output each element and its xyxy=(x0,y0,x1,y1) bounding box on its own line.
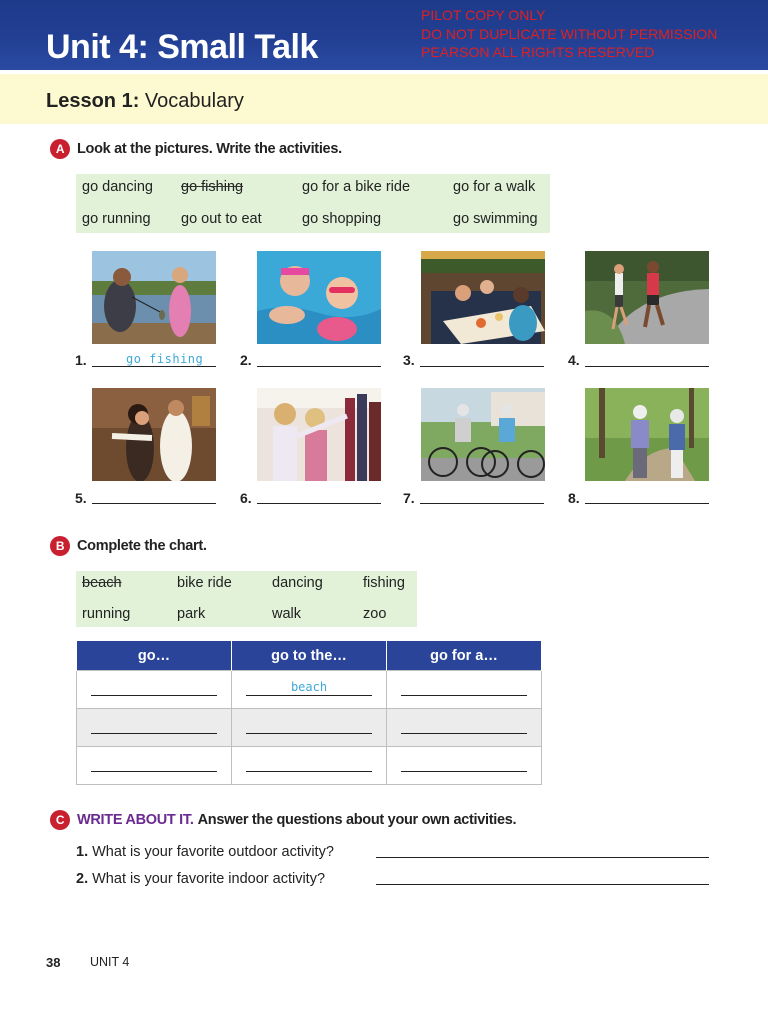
chart-column-header: go to the… xyxy=(232,641,387,671)
chart-cell[interactable] xyxy=(77,747,232,785)
word-bank-item: go fishing xyxy=(181,179,244,195)
cell-answer-line xyxy=(91,771,217,772)
item-number: 6. xyxy=(240,490,252,506)
answer-line-6[interactable] xyxy=(257,503,381,504)
question-2 xyxy=(76,871,325,887)
chart-cell[interactable] xyxy=(77,671,232,709)
word-bank-item: go dancing xyxy=(82,179,153,195)
section-c-badge: C xyxy=(50,810,70,830)
item-number: 4. xyxy=(568,352,580,368)
word-bank-item: zoo xyxy=(363,606,387,622)
unit-header xyxy=(0,0,768,70)
answer-line-1[interactable] xyxy=(92,366,216,367)
watermark-line: DO NOT DUPLICATE WITHOUT PERMISSION xyxy=(421,25,718,42)
word-bank-item: fishing xyxy=(363,575,405,591)
section-a-badge: A xyxy=(50,139,70,159)
word-bank-item: dancing xyxy=(272,575,323,591)
chart-cell[interactable] xyxy=(232,671,387,709)
question-1 xyxy=(76,844,334,860)
chart-cell[interactable] xyxy=(387,747,542,785)
word-bank-item: go for a bike ride xyxy=(302,179,411,195)
question-number: 2. xyxy=(76,871,89,887)
chart-cell[interactable] xyxy=(387,709,542,747)
section-b-heading xyxy=(50,536,207,556)
section-b-instruction: Complete the chart. xyxy=(77,538,207,554)
couple-dancing-photo xyxy=(92,388,216,481)
word-bank-item: go running xyxy=(82,211,151,227)
word-bank-item: go swimming xyxy=(453,211,538,227)
question-2-answer-line[interactable] xyxy=(376,884,709,885)
answer-line-2[interactable] xyxy=(257,366,381,367)
cell-answer-line xyxy=(401,733,527,734)
word-bank-item: go shopping xyxy=(302,211,382,227)
man-and-girl-fishing-photo xyxy=(92,251,216,344)
word-bank-item: bike ride xyxy=(177,575,232,591)
lesson-title xyxy=(46,90,244,113)
item-number: 5. xyxy=(75,490,87,506)
answer-line-7[interactable] xyxy=(420,503,544,504)
chart-header-row xyxy=(77,641,542,671)
cell-answer-line xyxy=(246,695,372,696)
handwritten-answer: go fishing xyxy=(126,352,204,366)
activity-chart xyxy=(76,640,542,785)
word-bank-item: go for a walk xyxy=(453,179,536,195)
question-text: What is your favorite outdoor activity? xyxy=(92,844,334,860)
item-number: 2. xyxy=(240,352,252,368)
page-number: 38 xyxy=(46,955,61,970)
handwritten-answer: beach xyxy=(290,680,328,694)
answer-line-4[interactable] xyxy=(585,366,709,367)
item-number: 8. xyxy=(568,490,580,506)
section-c-instruction: Answer the questions about your own activities. xyxy=(197,812,517,828)
cell-answer-line xyxy=(91,733,217,734)
women-shopping-photo xyxy=(257,388,381,481)
chart-column-header: go for a… xyxy=(387,641,542,671)
chart-row xyxy=(77,671,542,709)
cell-answer-line xyxy=(401,771,527,772)
answer-line-3[interactable] xyxy=(420,366,544,367)
cell-answer-line xyxy=(401,695,527,696)
word-bank-item: walk xyxy=(272,606,302,622)
item-number: 7. xyxy=(403,490,415,506)
girls-swimming-photo xyxy=(257,251,381,344)
elderly-couple-walking-photo xyxy=(585,388,709,481)
watermark-line: PEARSON ALL RIGHTS RESERVED xyxy=(421,44,655,60)
unit-title: Unit 4: Small Talk xyxy=(46,28,318,66)
item-number: 1. xyxy=(75,352,87,368)
section-a-heading xyxy=(50,139,342,159)
family-eating-out-photo xyxy=(421,251,545,344)
item-number: 3. xyxy=(403,352,415,368)
lesson-name: Vocabulary xyxy=(144,90,244,112)
footer-unit: UNIT 4 xyxy=(90,955,130,969)
answer-line-5[interactable] xyxy=(92,503,216,504)
watermark xyxy=(421,6,717,62)
question-1-answer-line[interactable] xyxy=(376,857,709,858)
chart-cell[interactable] xyxy=(387,671,542,709)
answer-line-8[interactable] xyxy=(585,503,709,504)
chart-row xyxy=(77,747,542,785)
chart-column-header: go… xyxy=(77,641,232,671)
couple-bike-ride-photo xyxy=(421,388,545,481)
cell-answer-line xyxy=(91,695,217,696)
cell-answer-line xyxy=(246,733,372,734)
chart-cell[interactable] xyxy=(232,709,387,747)
word-bank-item: park xyxy=(177,606,206,622)
chart-row xyxy=(77,709,542,747)
section-c-lead: WRITE ABOUT IT. xyxy=(77,812,194,828)
section-c-heading xyxy=(50,810,516,830)
chart-cell[interactable] xyxy=(232,747,387,785)
word-bank-item: running xyxy=(82,606,131,622)
section-a-instruction: Look at the pictures. Write the activities. xyxy=(77,141,342,157)
chart-cell[interactable] xyxy=(77,709,232,747)
cell-answer-line xyxy=(246,771,372,772)
question-number: 1. xyxy=(76,844,89,860)
word-bank-item: go out to eat xyxy=(181,211,262,227)
word-bank-item: beach xyxy=(82,575,122,591)
question-text: What is your favorite indoor activity? xyxy=(92,871,326,887)
section-b-badge: B xyxy=(50,536,70,556)
couple-running-photo xyxy=(585,251,709,344)
watermark-line: PILOT COPY ONLY xyxy=(421,7,546,23)
lesson-label: Lesson 1: xyxy=(46,90,140,112)
